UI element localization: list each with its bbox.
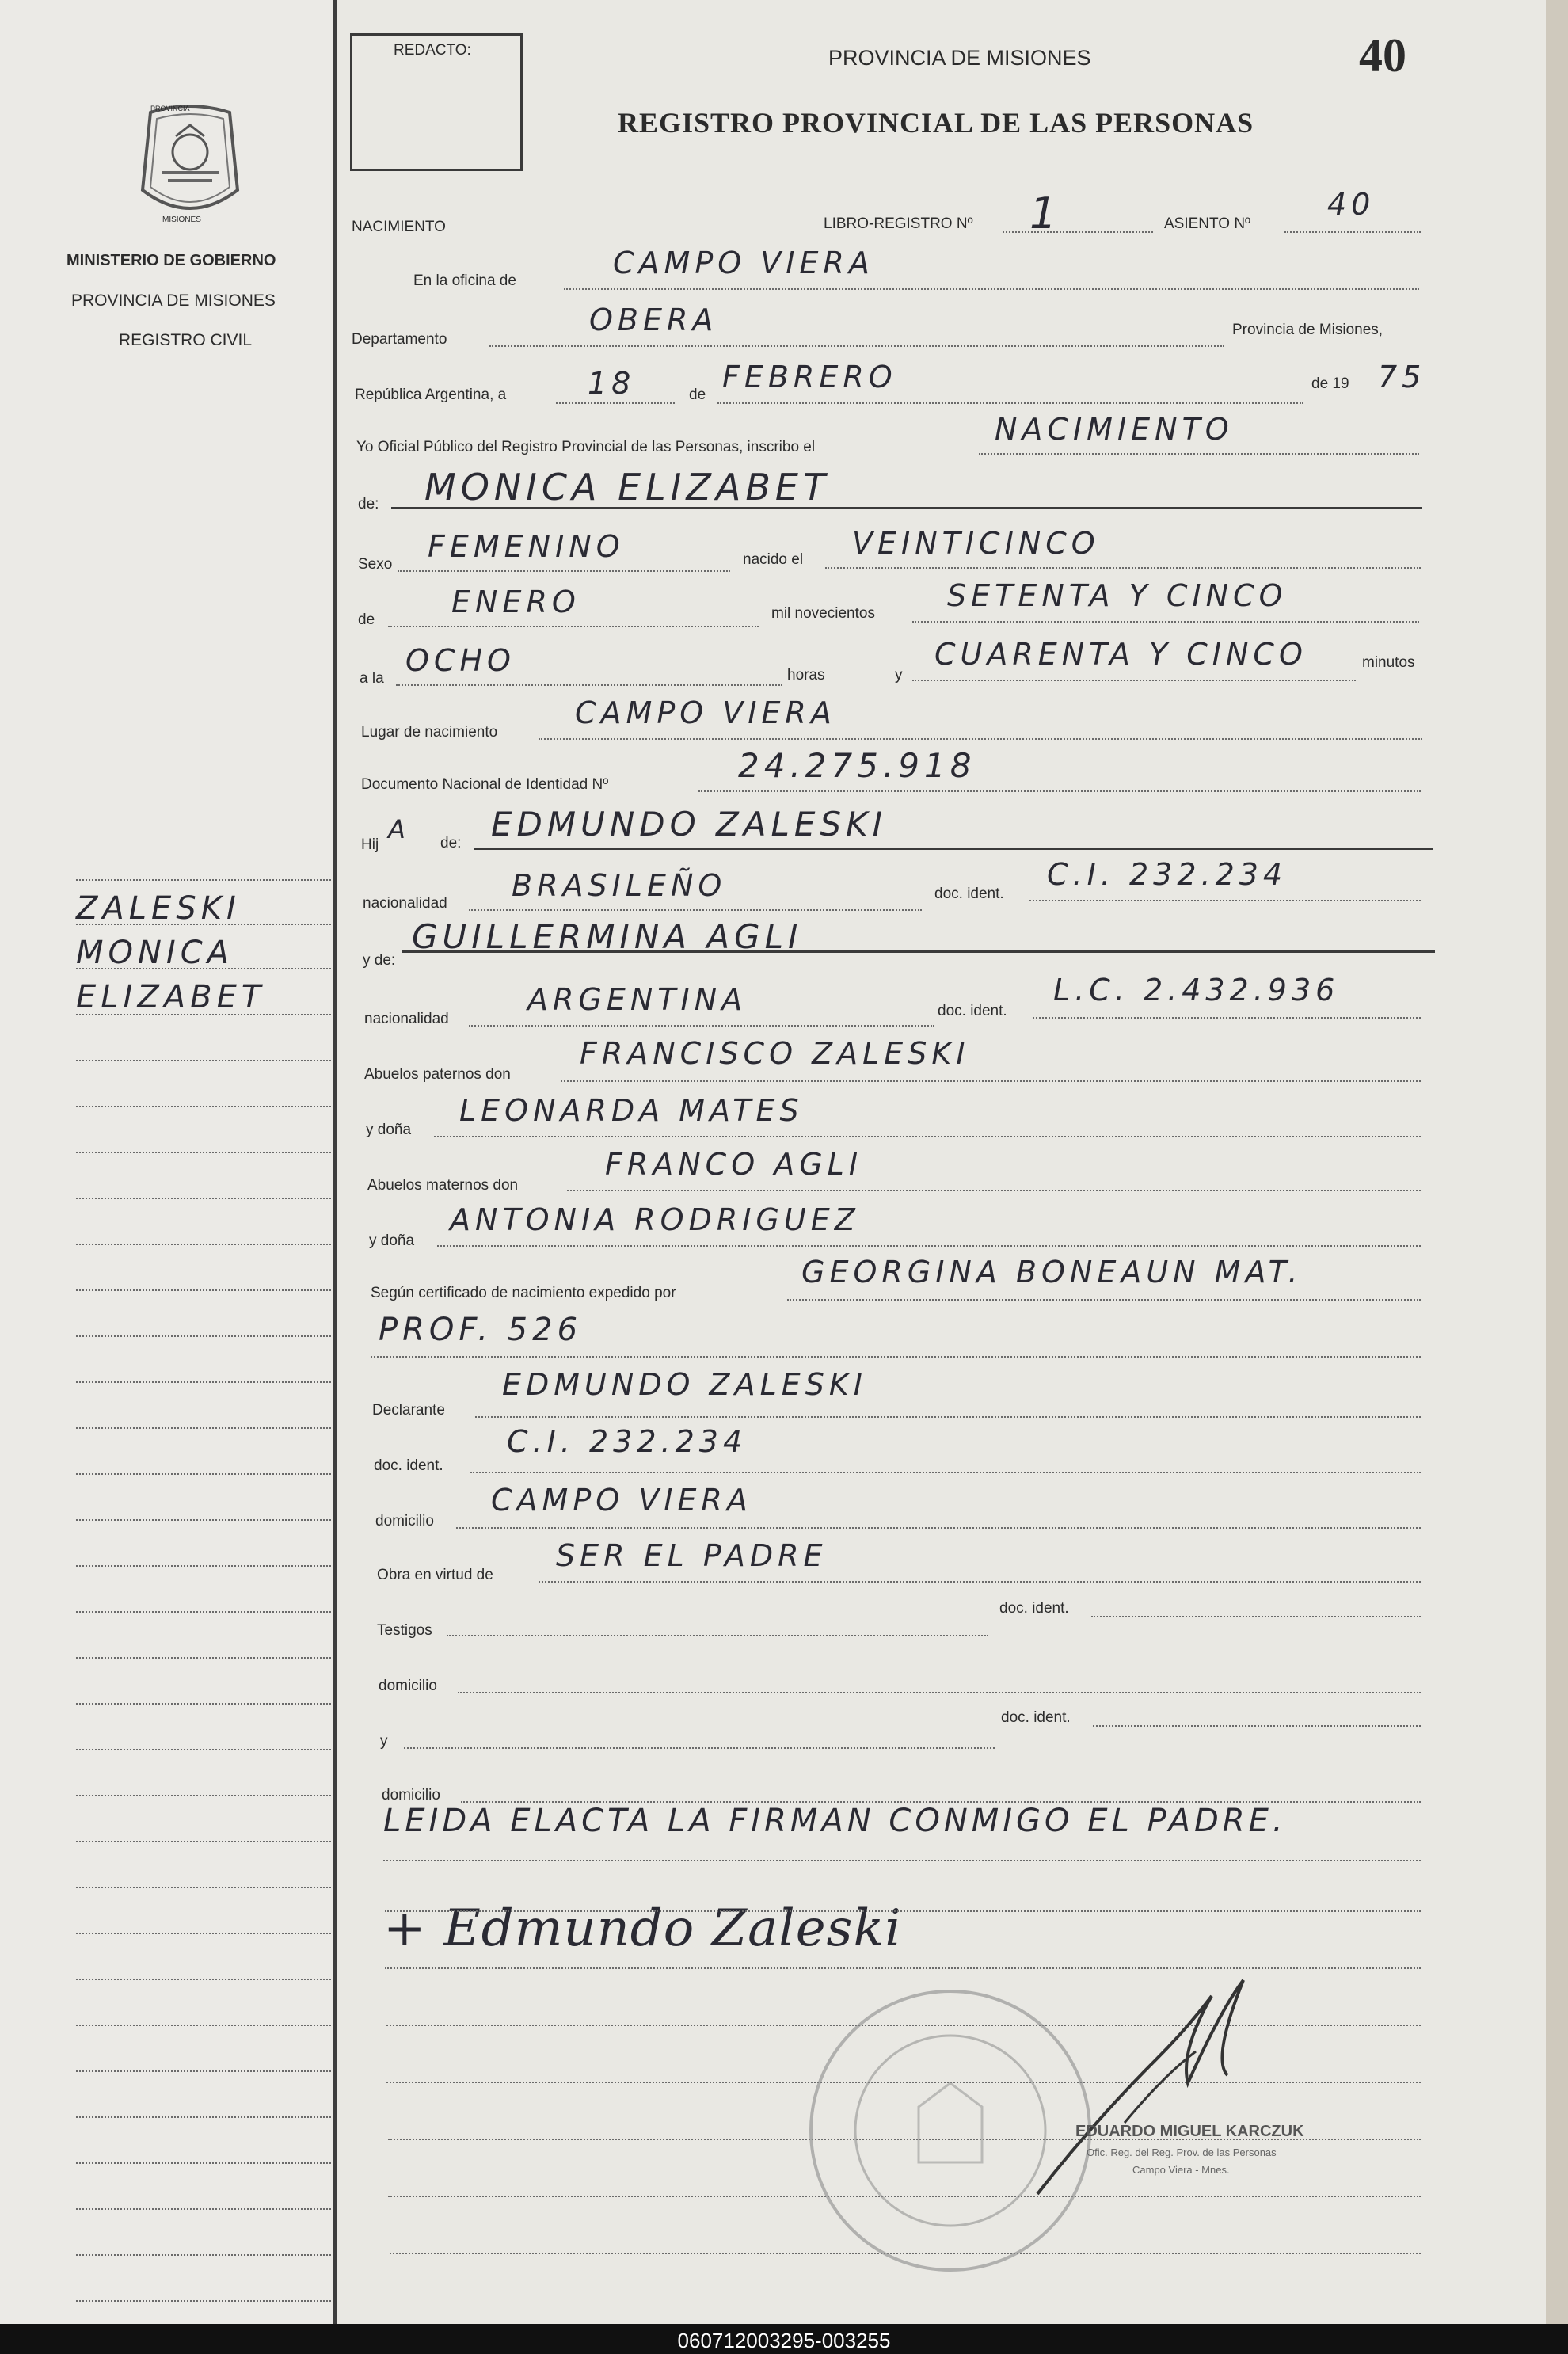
- abuelos-maternos-label: Abuelos maternos don: [367, 1177, 519, 1194]
- domicilio-line: [456, 1527, 1421, 1529]
- inscribo-value: NACIMIENTO: [995, 412, 1234, 447]
- oficina-label: En la oficina de: [413, 272, 516, 289]
- declarante-value: EDMUNDO ZALESKI: [502, 1367, 868, 1402]
- certificado-label: Según certificado de nacimiento expedido por: [371, 1285, 676, 1301]
- asiento-line: [1284, 231, 1421, 233]
- testigo1-doc-label: doc. ident.: [999, 1600, 1069, 1617]
- certificado-line: [787, 1299, 1421, 1301]
- margin-line: [76, 1152, 331, 1153]
- leida-text: LEIDA ELACTA LA FIRMAN CONMIGO EL PADRE.: [383, 1803, 1287, 1839]
- abuela-mat-value: ANTONIA RODRIGUEZ: [450, 1202, 860, 1237]
- dia-line: [556, 402, 675, 404]
- inscribo-line: [979, 453, 1419, 455]
- obra-value: SER EL PADRE: [556, 1538, 828, 1573]
- madre-doc-value: L.C. 2.432.936: [1053, 973, 1340, 1007]
- y-de-label: y de:: [363, 952, 396, 969]
- minutos-line: [912, 680, 1356, 681]
- testigo1-doc-line: [1091, 1616, 1421, 1617]
- margin-note-name1: MONICA: [76, 935, 234, 971]
- margin-line: [76, 1611, 331, 1613]
- decl-doc-value: C.I. 232.234: [507, 1424, 748, 1459]
- minutos-label: minutos: [1362, 654, 1415, 671]
- y-dona-pat-label: y doña: [366, 1122, 412, 1138]
- mes-line: [717, 402, 1303, 404]
- lugar-line: [539, 738, 1422, 740]
- sexo-value: FEMENINO: [428, 529, 625, 564]
- page-number: 40: [1359, 29, 1406, 82]
- madre-nac-value: ARGENTINA: [527, 982, 748, 1017]
- libro-value: 1: [1029, 189, 1062, 238]
- anio-label: de 19: [1311, 375, 1349, 392]
- declarante-line: [475, 1416, 1421, 1418]
- margin-line: [76, 1289, 331, 1291]
- madre-doc-line: [1033, 1017, 1421, 1019]
- horas-label: horas: [787, 667, 825, 684]
- padre-nac-line: [469, 909, 922, 911]
- document-code: 060712003295-003255: [677, 2329, 891, 2352]
- ministry-registry: REGISTRO CIVIL: [119, 331, 253, 349]
- lugar-label: Lugar de nacimiento: [361, 724, 498, 741]
- nacimiento-label: NACIMIENTO: [352, 219, 446, 235]
- lugar-value: CAMPO VIERA: [575, 695, 836, 730]
- anio-nac-value: SETENTA Y CINCO: [947, 578, 1288, 613]
- decl-doc-line: [470, 1472, 1421, 1473]
- province-heading: PROVINCIA DE MISIONES: [828, 46, 1091, 70]
- margin-line: [76, 1933, 331, 1934]
- redacto-box: [350, 33, 523, 171]
- domicilio-label: domicilio: [375, 1513, 434, 1529]
- oficina-value: CAMPO VIERA: [613, 246, 874, 280]
- abuelo-pat-line: [561, 1080, 1421, 1082]
- testigo2-doc-label: doc. ident.: [1001, 1709, 1071, 1726]
- sexo-label: Sexo: [358, 556, 393, 573]
- margin-line: [76, 1519, 331, 1521]
- footer-bar: [0, 2324, 1568, 2354]
- testigo2-domicilio-label: domicilio: [382, 1787, 440, 1804]
- margin-line: [76, 1473, 331, 1475]
- asiento-label: ASIENTO Nº: [1164, 215, 1250, 232]
- departamento-label: Departamento: [352, 331, 447, 348]
- certificado-value-2: PROF. 526: [379, 1312, 583, 1348]
- column-divider: [333, 0, 337, 2324]
- page-edge: [1546, 0, 1568, 2324]
- margin-line: [76, 2162, 331, 2164]
- departamento-line: [489, 345, 1224, 347]
- margin-line: [76, 1749, 331, 1750]
- dni-label: Documento Nacional de Identidad Nº: [361, 776, 609, 793]
- margin-note-surname: ZALESKI: [76, 890, 241, 927]
- margin-line: [76, 1014, 331, 1015]
- padre-doc-line: [1029, 900, 1421, 901]
- ministry-title: MINISTERIO DE GOBIERNO: [67, 252, 276, 269]
- redacto-label: REDACTO:: [394, 42, 471, 59]
- margin-line: [76, 2025, 331, 2026]
- republica-label: República Argentina, a: [355, 387, 507, 403]
- margin-line: [76, 1657, 331, 1659]
- abuelo-pat-value: FRANCISCO ZALESKI: [580, 1036, 970, 1071]
- margin-line: [76, 2208, 331, 2210]
- anio-value: 75: [1378, 360, 1426, 394]
- nacido-line: [825, 567, 1421, 569]
- leida-line: [383, 1860, 1421, 1861]
- y-label: y: [895, 667, 903, 684]
- padre-doc-value: C.I. 232.234: [1047, 857, 1288, 892]
- de-label: de: [689, 387, 706, 403]
- ministry-province: PROVINCIA DE MISIONES: [71, 291, 276, 310]
- dni-value: 24.275.918: [738, 746, 976, 785]
- certificado-value: GEORGINA BONEAUN MAT.: [801, 1255, 1303, 1289]
- margin-line: [76, 1795, 331, 1796]
- margin-line: [76, 2300, 331, 2302]
- margin-line: [76, 1381, 331, 1383]
- padre-nac-value: BRASILEÑO: [512, 868, 727, 903]
- margin-line: [76, 1565, 331, 1567]
- margin-line: [76, 2254, 331, 2256]
- sexo-line: [398, 570, 730, 572]
- padre-nacionalidad-label: nacionalidad: [363, 895, 447, 912]
- margin-line: [76, 1335, 331, 1337]
- decl-doc-label: doc. ident.: [374, 1457, 443, 1474]
- nacido-value: VEINTICINCO: [852, 526, 1100, 561]
- margin-line: [76, 879, 331, 881]
- madre-doc-label: doc. ident.: [938, 1003, 1007, 1019]
- oficina-line: [564, 288, 1419, 290]
- padre-doc-label: doc. ident.: [934, 886, 1004, 902]
- nacido-label: nacido el: [743, 551, 804, 568]
- dni-line: [698, 790, 1421, 792]
- madre-nacionalidad-label: nacionalidad: [364, 1011, 449, 1027]
- padre-line: [474, 848, 1433, 850]
- hora-value: OCHO: [405, 643, 516, 678]
- blank-line: [385, 1910, 1421, 1912]
- official-name: EDUARDO MIGUEL KARCZUK: [1075, 2123, 1304, 2140]
- mil-label: mil novecientos: [771, 605, 875, 622]
- minutos-value: CUARENTA Y CINCO: [934, 637, 1307, 672]
- y-dona-mat-label: y doña: [369, 1232, 415, 1249]
- margin-line: [76, 1427, 331, 1429]
- hij-suffix: A: [388, 814, 410, 844]
- de-nombre-label: de:: [358, 496, 379, 512]
- margin-line: [76, 1106, 331, 1107]
- margin-line: [76, 1887, 331, 1888]
- margin-line: [76, 2070, 331, 2072]
- madre-value: GUILLERMINA AGLI: [412, 917, 803, 956]
- seal-text-top: PROVINCIA: [150, 105, 190, 112]
- declarant-signature: + Edmundo Zaleski: [383, 1899, 902, 1958]
- testigo2-line: [404, 1747, 995, 1749]
- provincia-suffix: Provincia de Misiones,: [1232, 322, 1383, 338]
- obra-line: [539, 1581, 1421, 1583]
- provincial-seal-icon: [133, 101, 247, 228]
- margin-line: [76, 1244, 331, 1245]
- abuelo-mat-value: FRANCO AGLI: [605, 1147, 863, 1182]
- testigo1-line: [447, 1635, 988, 1636]
- testigo2-doc-line: [1093, 1725, 1421, 1727]
- abuelos-paternos-label: Abuelos paternos don: [364, 1066, 511, 1083]
- oficial-label: Yo Oficial Público del Registro Provincial de las Personas, inscribo el: [356, 439, 816, 455]
- margin-line: [76, 1198, 331, 1199]
- de2-label: de: [358, 611, 375, 628]
- mes-value: FEBRERO: [722, 360, 897, 394]
- dia-value: 18: [588, 366, 636, 401]
- obra-label: Obra en virtud de: [377, 1567, 493, 1583]
- hora-line: [396, 684, 782, 686]
- testigos-label: Testigos: [377, 1622, 432, 1639]
- abuela-mat-line: [437, 1245, 1421, 1247]
- official-place: Campo Viera - Mnes.: [1132, 2164, 1230, 2176]
- margin-line: [76, 968, 331, 969]
- margin-note-name2: ELIZABET: [76, 979, 266, 1015]
- departamento-value: OBERA: [589, 303, 718, 337]
- libro-label: LIBRO-REGISTRO Nº: [824, 215, 973, 232]
- margin-line: [76, 1841, 331, 1842]
- padre-value: EDMUNDO ZALESKI: [491, 805, 888, 844]
- margin-line: [76, 1979, 331, 1980]
- testigo1-domicilio-line: [458, 1692, 1421, 1693]
- madre-nac-line: [469, 1025, 934, 1027]
- official-title: Ofic. Reg. del Reg. Prov. de las Personas: [1087, 2146, 1277, 2158]
- seal-text-bottom: MISIONES: [162, 215, 201, 224]
- margin-line: [76, 1703, 331, 1705]
- domicilio-value: CAMPO VIERA: [491, 1483, 752, 1518]
- nombre-value: MONICA ELIZABET: [424, 466, 831, 509]
- y2-label: y: [380, 1733, 388, 1750]
- mes-nac-line: [388, 626, 759, 627]
- abuela-pat-line: [434, 1136, 1421, 1137]
- abuelo-mat-line: [567, 1190, 1421, 1191]
- a-la-label: a la: [360, 670, 384, 687]
- margin-line: [76, 924, 331, 925]
- registry-heading: REGISTRO PROVINCIAL DE LAS PERSONAS: [618, 107, 1254, 139]
- asiento-value: 40: [1327, 187, 1376, 222]
- testigo1-domicilio-label: domicilio: [379, 1678, 437, 1694]
- margin-line: [76, 2116, 331, 2118]
- margin-line: [76, 1060, 331, 1061]
- hij-de-label: de:: [440, 835, 462, 851]
- libro-line: [1003, 231, 1153, 233]
- abuela-pat-value: LEONARDA MATES: [459, 1093, 804, 1128]
- certificado-line-2: [371, 1356, 1421, 1358]
- anio-nac-line: [912, 621, 1419, 623]
- declarante-label: Declarante: [372, 1402, 445, 1419]
- hij-label: Hij: [361, 836, 379, 853]
- mes-nac-value: ENERO: [451, 585, 580, 619]
